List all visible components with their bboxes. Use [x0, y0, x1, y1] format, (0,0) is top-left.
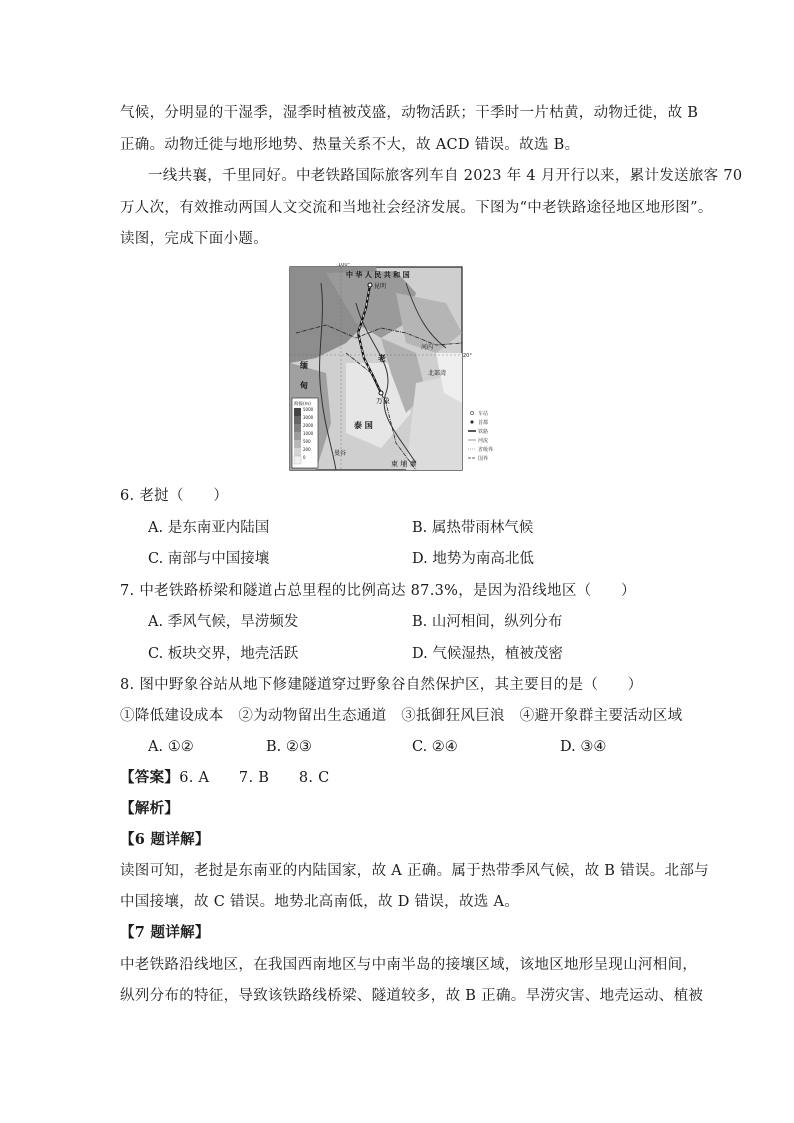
answer-values: 6. A 7. B 8. C [179, 770, 330, 786]
elevation-legend-title: 海拔(m) [294, 402, 311, 407]
legend-capital: 首都 [478, 420, 489, 426]
paragraph-line: 正确。动物迁徙与地形地势、热量关系不大，故 ACD 错误。故选 B。 [120, 137, 580, 153]
elev-level: 5000 [303, 407, 314, 412]
elev-level: 500 [303, 439, 311, 444]
q6-option-d: D. 地势为南高北低 [412, 551, 534, 567]
label-beibu-gulf: 北部湾 [428, 370, 447, 377]
label-myanmar-2: 甸 [300, 381, 308, 390]
longitude-label: 100° [338, 263, 351, 268]
paragraph-line: 纵列分布的特征，导致该铁路线桥梁、隧道较多，故 B 正确。旱涝灾害、地壳运动、植被 [120, 988, 704, 1004]
kunming-marker [368, 283, 372, 287]
label-thailand: 泰 国 [354, 421, 373, 430]
question-6-stem: 6. 老挝（ ） [120, 488, 229, 504]
label-laos: 老 [378, 354, 386, 363]
label-kunming: 昆明 [374, 283, 387, 290]
q8-option-a: A. ①② [148, 739, 194, 755]
legend-station: 车站 [478, 411, 489, 417]
q6-option-c: C. 南部与中国接壤 [148, 551, 270, 567]
q7-detail-heading: 【7 题详解】 [120, 924, 210, 941]
paragraph-line: 读图可知，老挝是东南亚的内陆国家，故 A 正确。属于热带季风气候，故 B 错误。北部与 [120, 863, 709, 879]
legend-national-border: 国界 [478, 456, 489, 462]
paragraph-line: 中国接壤，故 C 错误。地势北高南低，故 D 错误，故选 A。 [120, 894, 520, 910]
paragraph-line: 一线共襄，千里同好。中老铁路国际旅客列车自 2023 年 4 月开行以来，累计发送旅客 70 [148, 168, 743, 184]
answer-label: 【答案】 [120, 769, 180, 786]
q6-option-b: B. 属热带雨林气候 [412, 520, 534, 536]
label-china: 中 华 人 民 共 和 国 [346, 271, 410, 279]
paragraph-line: 读图，完成下面小题。 [120, 231, 268, 247]
vientiane-marker [379, 391, 383, 395]
q7-option-d: D. 气候湿热，植被茂密 [412, 646, 563, 662]
q7-option-a: A. 季风气候，旱涝频发 [148, 614, 299, 630]
q8-option-d: D. ③④ [560, 739, 607, 755]
question-8-stem: 8. 图中野象谷站从地下修建隧道穿过野象谷自然保护区，其主要目的是（ ） [120, 677, 643, 693]
elev-level: 3000 [303, 415, 314, 420]
question-7-stem: 7. 中老铁路桥梁和隧道占总里程的比例高达 87.3%，是因为沿线地区（ ） [120, 583, 636, 599]
elev-level: 1000 [303, 431, 314, 436]
q8-option-c: C. ②④ [412, 739, 458, 755]
label-vientiane: 万象 [376, 397, 390, 405]
label-myanmar: 缅 [300, 361, 308, 370]
analysis-heading: 【解析】 [120, 800, 180, 817]
q6-detail-heading: 【6 题详解】 [120, 831, 210, 848]
elev-level: 200 [303, 447, 311, 452]
paragraph-line: 气候，分明显的干湿季，湿季时植被茂盛，动物活跃；干季时一片枯黄，动物迁徙，故 B [120, 105, 699, 121]
legend-province-border: 省级界 [478, 447, 494, 453]
terrain-map-svg [286, 263, 536, 473]
legend-railway: 铁路 [478, 429, 489, 435]
label-bangkok: 曼谷 [334, 450, 347, 457]
elev-level: 0 [303, 455, 306, 460]
q7-option-c: C. 板块交界，地壳活跃 [148, 646, 299, 662]
legend-river: 河流 [478, 438, 489, 444]
answer-line [120, 768, 330, 788]
paragraph-line: 中老铁路沿线地区，在我国西南地区与中南半岛的接壤区域，该地区地形呈现山河相间， [120, 957, 698, 973]
paragraph-line: 万人次，有效推动两国人文交流和当地社会经济发展。下图为“中老铁路途径地区地形图”。 [120, 200, 713, 216]
terrain-map [286, 263, 536, 473]
q8-option-b: B. ②③ [266, 739, 312, 755]
q6-option-a: A. 是东南亚内陆国 [148, 520, 270, 536]
elev-level: 2000 [303, 423, 314, 428]
label-hanoi: 河内 [421, 344, 434, 351]
latitude-label: 20° [463, 353, 472, 359]
label-cambodia: 柬 埔 寨 [391, 460, 417, 468]
question-8-items: ①降低建设成本 ②为动物留出生态通道 ③抵御狂风巨浪 ④避开象群主要活动区域 [120, 708, 683, 724]
q7-option-b: B. 山河相间，纵列分布 [412, 614, 563, 630]
